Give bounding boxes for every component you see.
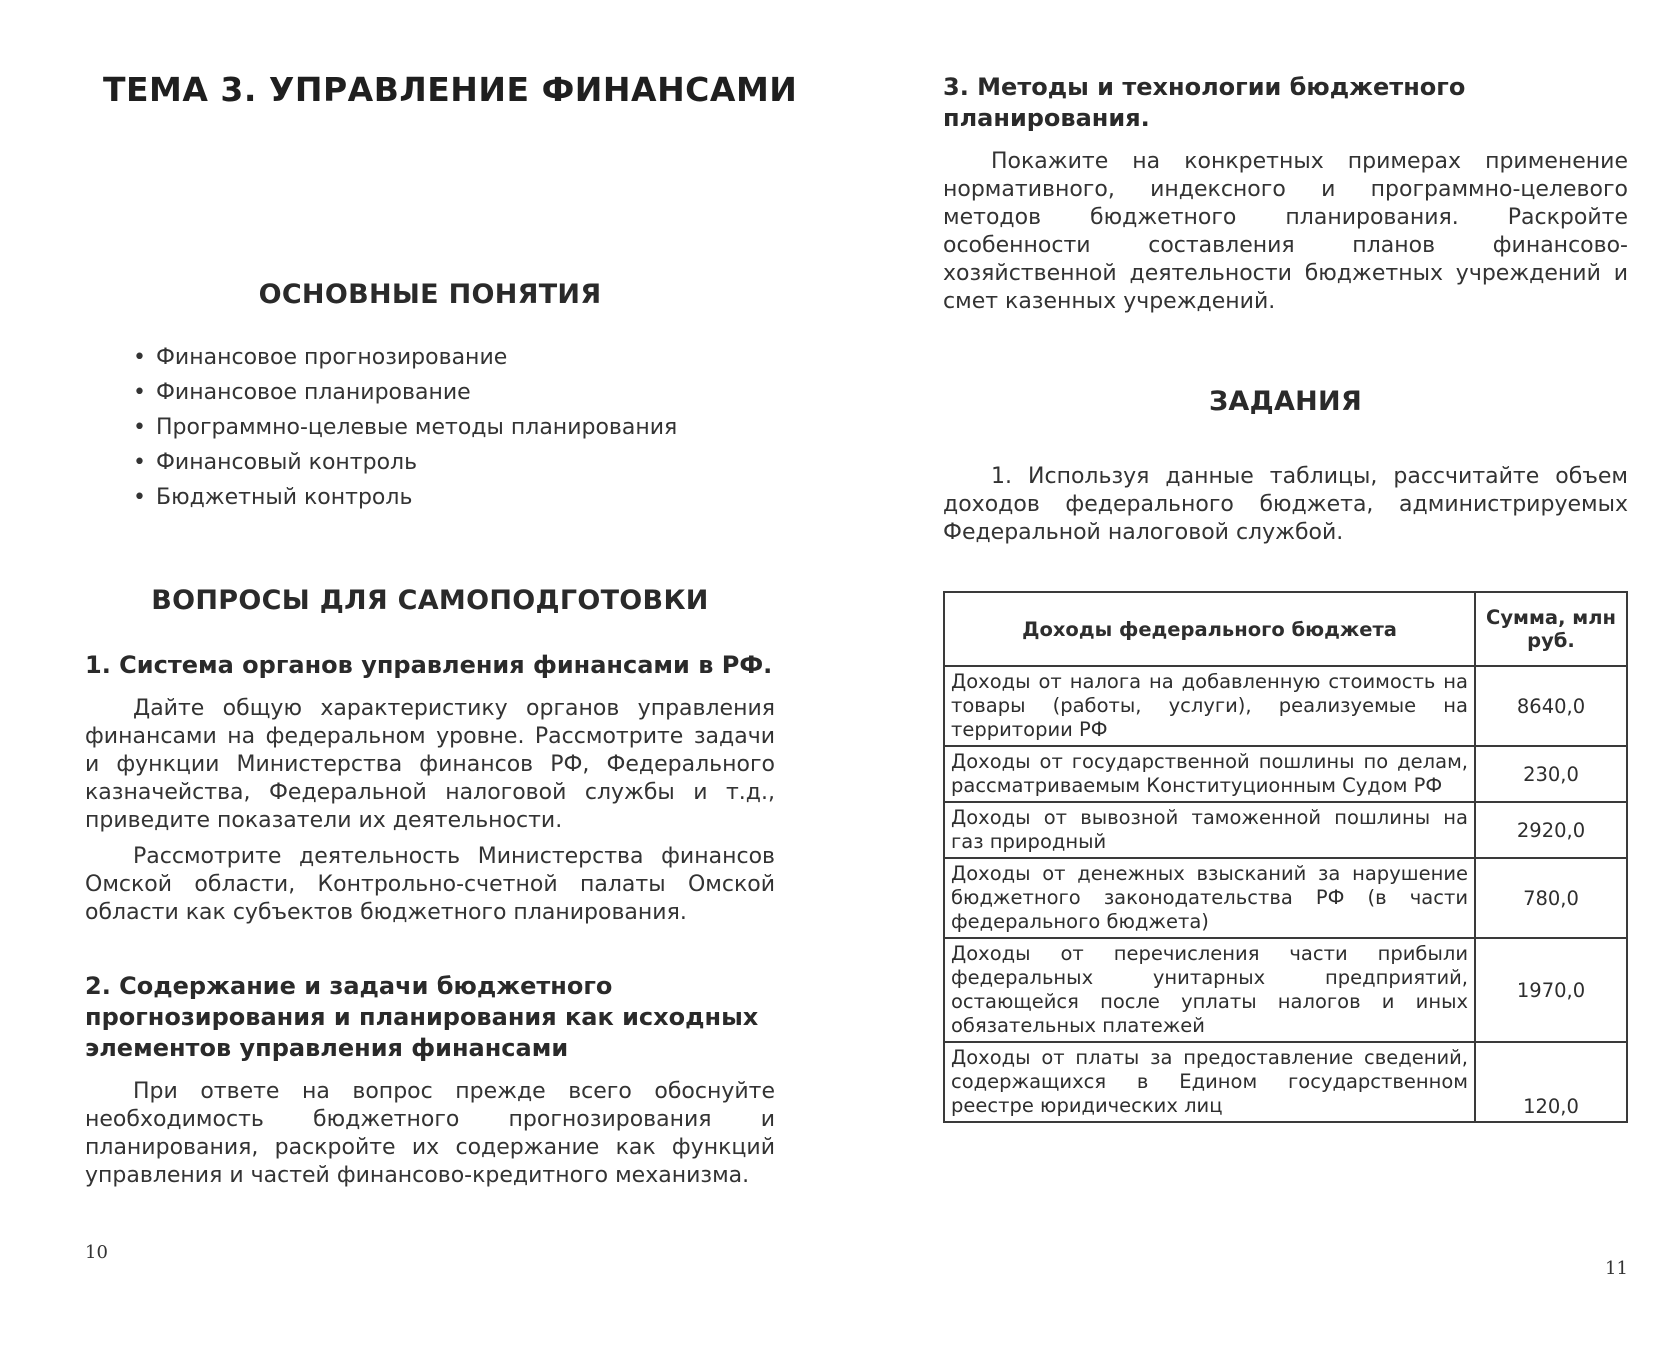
table-row (944, 666, 1627, 746)
question-1-paragraph-1: Дайте общую характеристику органов управления финансами на федеральном уровне. Рассмотрите задачи и функции Министерства финансов РФ, Федерального казначейства, Федеральной налоговой службы и т.д., приведите показатели их деятельности. (85, 696, 775, 833)
table-row (944, 1042, 1627, 1122)
list-item: • Программно-целевые методы планирования (133, 410, 775, 445)
row-description: Доходы от налога на добавленную стоимость на товары (работы, услуги), реализуемые на территории РФ (944, 666, 1475, 746)
concepts-heading: ОСНОВНЫЕ ПОНЯТИЯ (258, 279, 602, 310)
row-description: Доходы от вывозной таможенной пошлины на газ природный (944, 802, 1475, 858)
row-sum: 230,0 (1475, 746, 1627, 802)
row-description: Доходы от денежных взысканий за нарушение бюджетного законодательства РФ (в части федерального бюджета) (944, 858, 1475, 938)
question-3-title: 3. Методы и технологии бюджетного планирования. (943, 73, 1466, 132)
row-sum: 120,0 (1475, 1042, 1627, 1122)
table-row (944, 746, 1627, 802)
table-row (944, 858, 1627, 938)
questions-heading: ВОПРОСЫ ДЛЯ САМОПОДГОТОВКИ (151, 585, 709, 616)
question-2-paragraph: При ответе на вопрос прежде всего обоснуйте необходимость бюджетного прогнозирования и планирования, раскройте их содержание как функций управления и частей финансово-кредитного механизма. (85, 1079, 775, 1188)
row-description: Доходы от перечисления части прибыли федеральных унитарных предприятий, остающейся после уплаты налогов и иных обязательных платежей (944, 938, 1475, 1042)
row-description: Доходы от государственной пошлины по делам, рассматриваемым Конституционным Судом РФ (944, 746, 1475, 802)
left-page (85, 60, 798, 1190)
theme-title: ТЕМА 3. УПРАВЛЕНИЕ ФИНАНСАМИ (103, 70, 798, 109)
question-1-paragraph-2: Рассмотрите деятельность Министерства финансов Омской области, Контрольно-счетной палаты Омской области как субъектов бюджетного планирования. (85, 844, 775, 925)
table-row (944, 938, 1627, 1042)
list-item: • Финансовое планирование (133, 375, 775, 410)
table-row (944, 802, 1627, 858)
row-sum: 1970,0 (1475, 938, 1627, 1042)
list-item: • Бюджетный контроль (133, 480, 775, 515)
row-description: Доходы от платы за предоставление сведений, содержащихся в Едином государственном реестре юридических лиц (944, 1042, 1475, 1122)
header-description: Доходы федерального бюджета (944, 592, 1475, 666)
concepts-list (133, 340, 775, 515)
question-2-title: 2. Содержание и задачи бюджетного прогнозирования и планирования как исходных элементов управления финансами (85, 972, 759, 1062)
tasks-heading: ЗАДАНИЯ (1208, 386, 1363, 417)
row-sum: 2920,0 (1475, 802, 1627, 858)
right-page (943, 72, 1628, 1123)
header-sum: Сумма, млн руб. (1475, 592, 1627, 666)
list-item: • Финансовое прогнозирование (133, 340, 775, 375)
question-3-paragraph: Покажите на конкретных примерах применение нормативного, индексного и программно-целевого методов бюджетного планирования. Раскройте особенности составления планов финансово-хозяйственной деятельности бюджетных учреждений и смет казенных учреждений. (943, 149, 1628, 314)
income-table (943, 591, 1628, 1123)
row-sum: 780,0 (1475, 858, 1627, 938)
page-number-right: 11 (1605, 1258, 1628, 1279)
list-item: • Финансовый контроль (133, 445, 775, 480)
page-number-left: 10 (85, 1242, 108, 1263)
task-1-text: 1. Используя данные таблицы, рассчитайте объем доходов федерального бюджета, администрируемых Федеральной налоговой службой. (943, 464, 1628, 545)
row-sum: 8640,0 (1475, 666, 1627, 746)
question-1-title: 1. Система органов управления финансами в РФ. (85, 651, 773, 679)
table-header-row (944, 592, 1627, 666)
